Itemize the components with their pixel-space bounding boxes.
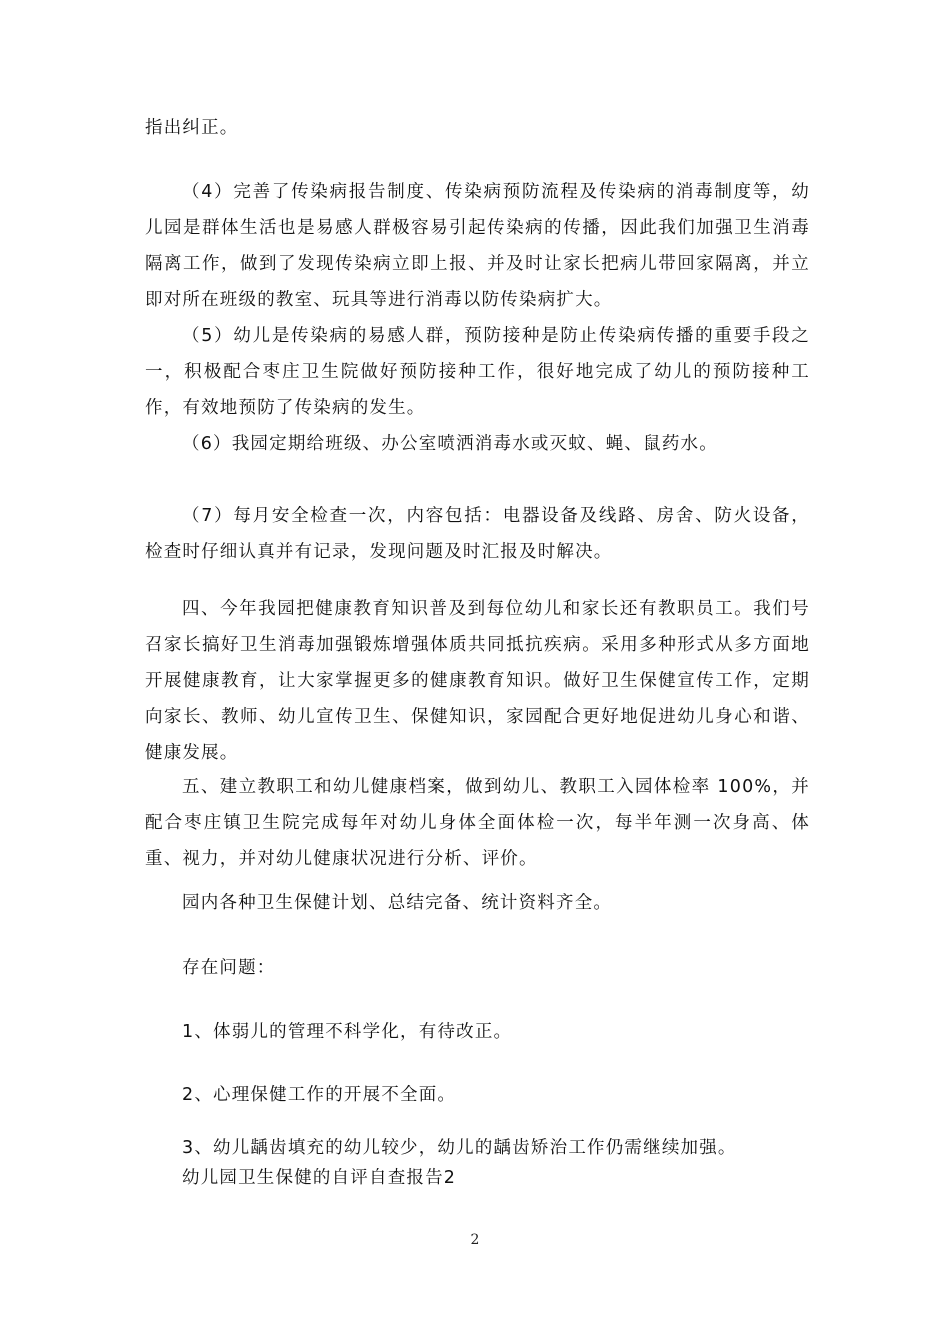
next-report-title: 幼儿园卫生保健的自评自查报告2 (182, 1168, 457, 1188)
paragraph-item-7: （7）每月安全检查一次，内容包括：电器设备及线路、房舍、防火设备，检查时仔细认真并有记录，发现问题及时汇报及时解决。 (145, 506, 810, 562)
paragraph-continuation: 指出纠正。 (145, 118, 239, 138)
paragraph-item-5: （5）幼儿是传染病的易感人群，预防接种是防止传染病传播的重要手段之一，积极配合枣庄卫生院做好预防接种工作，很好地完成了幼儿的预防接种工作，有效地预防了传染病的发生。 (145, 326, 810, 418)
paragraph-item-6: （6）我园定期给班级、办公室喷洒消毒水或灭蚊、蝇、鼠药水。 (182, 434, 718, 454)
paragraph-section-5: 五、建立教职工和幼儿健康档案，做到幼儿、教职工入园体检率 100%，并配合枣庄镇卫生院完成每年对幼儿身体全面体检一次，每半年测一次身高、体重、视力，并对幼儿健康状况进行分析、评价。 (145, 777, 810, 869)
paragraph-issue-1: 1、体弱儿的管理不科学化，有待改正。 (182, 1022, 513, 1042)
paragraph-summary: 园内各种卫生保健计划、总结完备、统计资料齐全。 (182, 893, 613, 913)
paragraph-issue-3: 3、幼儿龋齿填充的幼儿较少，幼儿的龋齿矫治工作仍需继续加强。 (182, 1138, 737, 1158)
paragraph-issue-2: 2、心理保健工作的开展不全面。 (182, 1085, 457, 1105)
paragraph-issues-heading: 存在问题： (182, 958, 276, 978)
paragraph-section-4: 四、今年我园把健康教育知识普及到每位幼儿和家长还有教职员工。我们号召家长搞好卫生消毒加强锻炼增强体质共同抵抗疾病。采用多种形式从多方面地开展健康教育，让大家掌握更多的健康教育知识。做好卫生保健宣传工作，定期向家长、教师、幼儿宣传卫生、保健知识，家园配合更好地促进幼儿身心和谐、健康发展。 (145, 599, 810, 763)
page-number: 2 (470, 1232, 480, 1248)
paragraph-item-4: （4）完善了传染病报告制度、传染病预防流程及传染病的消毒制度等，幼儿园是群体生活也是易感人群极容易引起传染病的传播，因此我们加强卫生消毒隔离工作，做到了发现传染病立即上报、并及时让家长把病儿带回家隔离，并立即对所在班级的教室、玩具等进行消毒以防传染病扩大。 (145, 182, 810, 310)
